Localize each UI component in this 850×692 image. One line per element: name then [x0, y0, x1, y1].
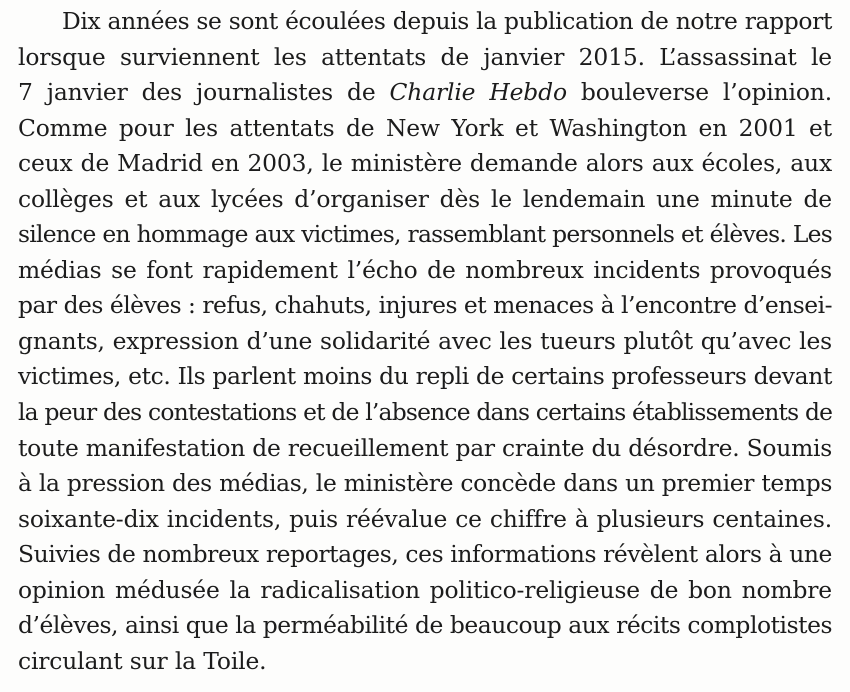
- text-line: soixante-dix incidents, puis réévalue ce chiffre à plusieurs centaines.: [18, 504, 832, 533]
- text-line: victimes, etc. Ils parlent moins du repli de certains professeurs devant: [18, 362, 832, 391]
- text-line: par des élèves : refus, chahuts, injures et menaces à l’encontre d’ensei-: [18, 291, 832, 320]
- text-line: d’élèves, ainsi que la perméabilité de beaucoup aux récits complotistes: [18, 611, 833, 640]
- text-line: à la pression des médias, le ministère concède dans un premier temps: [18, 469, 832, 498]
- text-line: toute manifestation de recueillement par crainte du désordre. Soumis: [18, 433, 832, 462]
- text-line: Dix années se sont écoulées depuis la publication de notre rapport: [62, 7, 832, 35]
- text-line: la peur des contestations et de l’absence dans certains établissements de: [18, 398, 833, 427]
- body-paragraph: [18, 4, 832, 679]
- text-line: gnants, expression d’une solidarité avec les tueurs plutôt qu’avec les: [18, 326, 832, 355]
- text-line: ceux de Madrid en 2003, le ministère demande alors aux écoles, aux: [18, 149, 832, 178]
- text-line: Comme pour les attentats de New York et Washington en 2001 et: [18, 113, 832, 142]
- text-line: lorsque surviennent les attentats de janvier 2015. L’assassinat le: [18, 42, 832, 71]
- text-line: opinion médusée la radicalisation politico-religieuse de bon nombre: [18, 575, 832, 604]
- text-line: [18, 75, 832, 111]
- text-fragment: bouleverse l’opinion.: [566, 78, 832, 107]
- text-line: médias se font rapidement l’écho de nombreux incidents provoqués: [18, 255, 832, 284]
- newspaper-title: Charlie Hebdo: [389, 78, 567, 107]
- text-fragment: 7 janvier des journalistes de: [18, 78, 390, 107]
- text-line: circulant sur la Toile.: [18, 646, 267, 675]
- text-line: Suivies de nombreux reportages, ces informations révèlent alors à une: [18, 540, 832, 569]
- text-line: collèges et aux lycées d’organiser dès le lendemain une minute de: [18, 184, 832, 213]
- text-line: silence en hommage aux victimes, rassemblant personnels et élèves. Les: [18, 220, 832, 249]
